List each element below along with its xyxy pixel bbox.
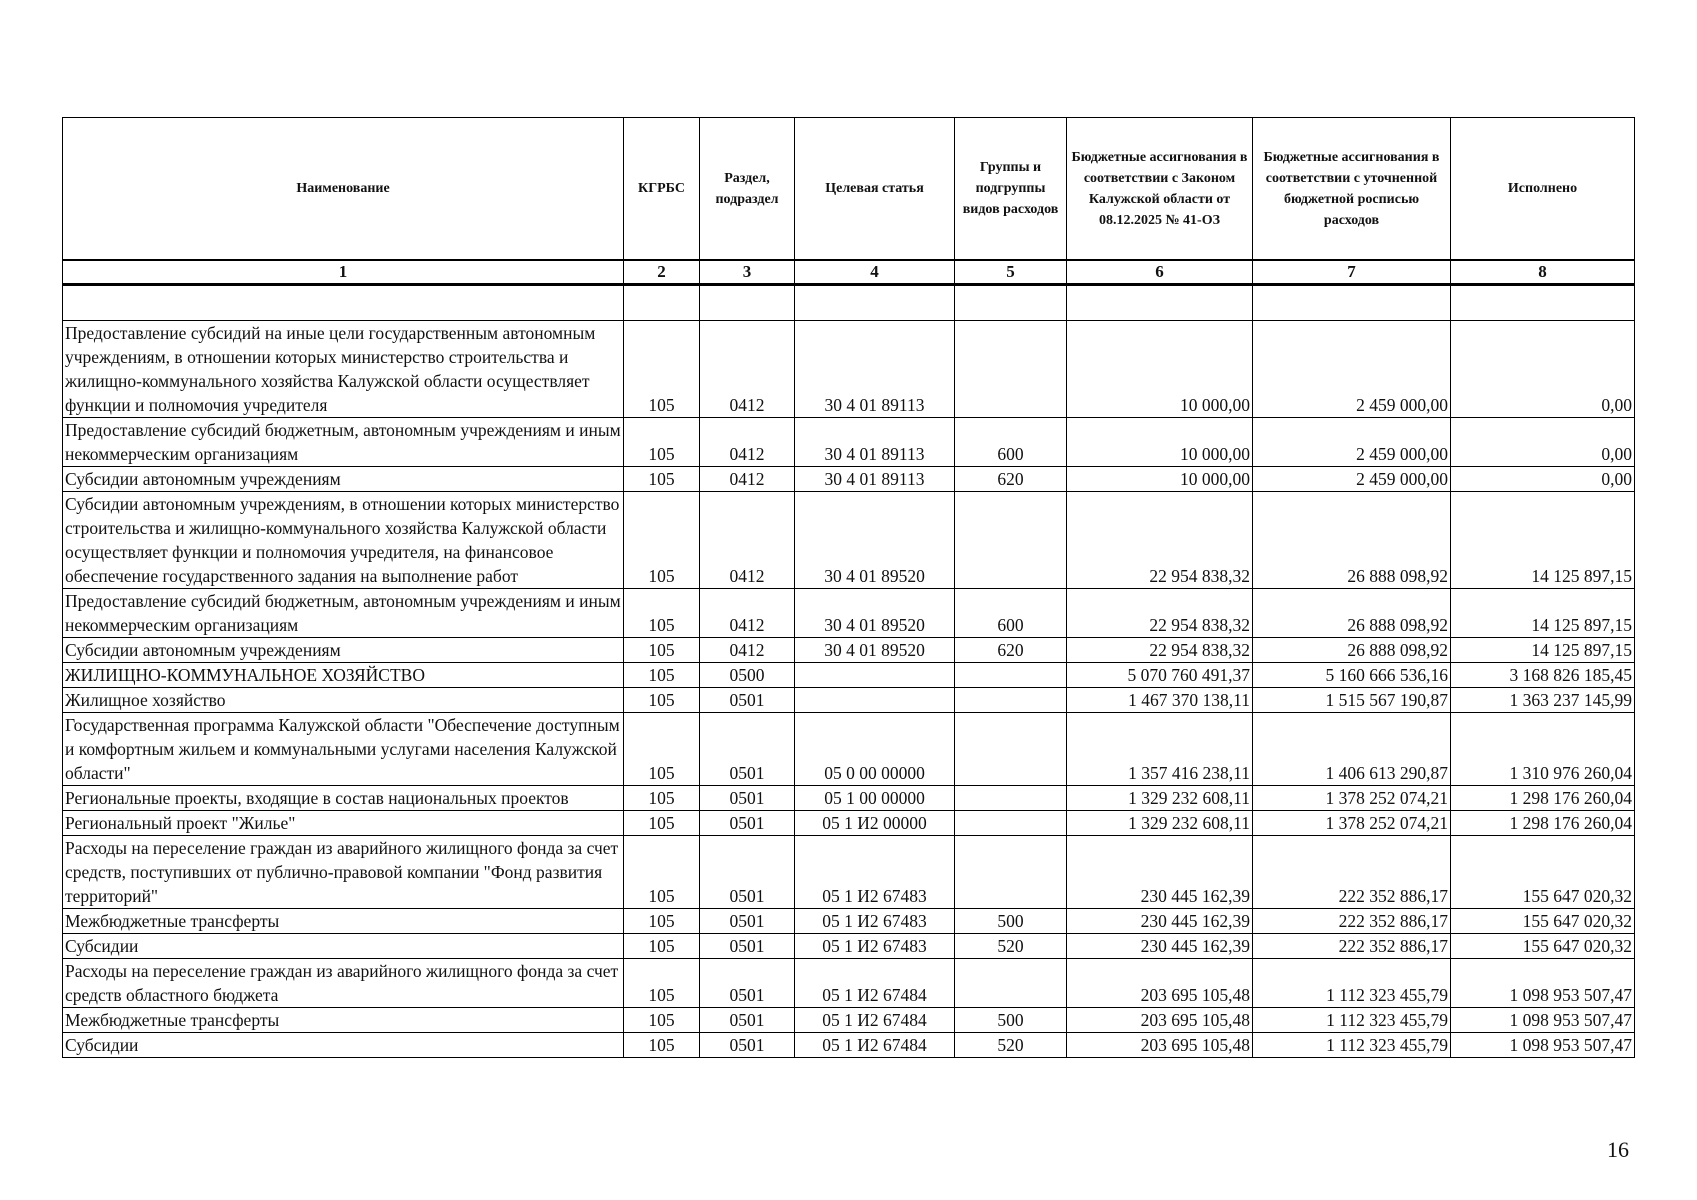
row-refined-amount: 2 459 000,00 — [1253, 418, 1451, 467]
row-target: 05 1 И2 67483 — [795, 909, 955, 934]
row-name: Государственная программа Калужской области "Обеспечение доступным и комфортным жильем и коммунальными услугами населения Калужской области" — [63, 713, 624, 786]
col-number: 1 — [63, 260, 624, 285]
row-name: Предоставление субсидий бюджетным, автономным учреждениям и иным некоммерческим организациям — [63, 418, 624, 467]
row-refined-amount: 222 352 886,17 — [1253, 934, 1451, 959]
row-group: 620 — [955, 467, 1067, 492]
row-section: 0501 — [700, 786, 795, 811]
row-kgrbs: 105 — [624, 934, 700, 959]
row-section: 0501 — [700, 959, 795, 1008]
row-law-amount: 203 695 105,48 — [1067, 1033, 1253, 1058]
table-row — [63, 786, 1635, 811]
row-executed-amount: 1 310 976 260,04 — [1451, 713, 1635, 786]
row-law-amount: 22 954 838,32 — [1067, 589, 1253, 638]
row-executed-amount: 0,00 — [1451, 418, 1635, 467]
col-number: 8 — [1451, 260, 1635, 285]
row-kgrbs: 105 — [624, 1033, 700, 1058]
row-refined-amount: 5 160 666 536,16 — [1253, 663, 1451, 688]
row-section: 0412 — [700, 467, 795, 492]
row-law-amount: 22 954 838,32 — [1067, 638, 1253, 663]
row-name: Субсидии — [63, 1033, 624, 1058]
row-name: Субсидии — [63, 934, 624, 959]
table-row — [63, 811, 1635, 836]
row-target — [795, 688, 955, 713]
row-section: 0412 — [700, 321, 795, 418]
row-target: 05 1 И2 00000 — [795, 811, 955, 836]
row-executed-amount: 1 098 953 507,47 — [1451, 959, 1635, 1008]
row-section: 0412 — [700, 418, 795, 467]
header-kgrbs: КГРБС — [624, 118, 700, 261]
row-kgrbs: 105 — [624, 492, 700, 589]
col-number: 4 — [795, 260, 955, 285]
header-name: Наименование — [63, 118, 624, 261]
row-name: Субсидии автономным учреждениям — [63, 467, 624, 492]
table-row — [63, 589, 1635, 638]
table-row — [63, 663, 1635, 688]
row-law-amount: 5 070 760 491,37 — [1067, 663, 1253, 688]
row-executed-amount: 1 098 953 507,47 — [1451, 1033, 1635, 1058]
row-name: Межбюджетные трансферты — [63, 1008, 624, 1033]
row-executed-amount: 155 647 020,32 — [1451, 909, 1635, 934]
row-law-amount: 1 329 232 608,11 — [1067, 786, 1253, 811]
row-target: 05 1 И2 67484 — [795, 1033, 955, 1058]
row-refined-amount: 1 112 323 455,79 — [1253, 959, 1451, 1008]
row-executed-amount: 155 647 020,32 — [1451, 934, 1635, 959]
column-number-row — [63, 260, 1635, 285]
row-section: 0501 — [700, 934, 795, 959]
row-executed-amount: 0,00 — [1451, 467, 1635, 492]
row-name: Жилищное хозяйство — [63, 688, 624, 713]
table-row — [63, 467, 1635, 492]
row-kgrbs: 105 — [624, 836, 700, 909]
row-refined-amount: 1 406 613 290,87 — [1253, 713, 1451, 786]
table-row — [63, 321, 1635, 418]
row-refined-amount: 1 112 323 455,79 — [1253, 1033, 1451, 1058]
header-groups: Группы и подгруппы видов расходов — [955, 118, 1067, 261]
row-group — [955, 713, 1067, 786]
row-name: Расходы на переселение граждан из аварийного жилищного фонда за счет средств областного бюджета — [63, 959, 624, 1008]
row-target: 30 4 01 89520 — [795, 589, 955, 638]
row-executed-amount: 0,00 — [1451, 321, 1635, 418]
row-section: 0501 — [700, 1033, 795, 1058]
table-row — [63, 638, 1635, 663]
row-kgrbs: 105 — [624, 959, 700, 1008]
row-refined-amount: 26 888 098,92 — [1253, 589, 1451, 638]
row-law-amount: 1 357 416 238,11 — [1067, 713, 1253, 786]
table-row — [63, 418, 1635, 467]
row-name: Субсидии автономным учреждениям — [63, 638, 624, 663]
row-name: ЖИЛИЩНО-КОММУНАЛЬНОЕ ХОЗЯЙСТВО — [63, 663, 624, 688]
table-header-row — [63, 118, 1635, 261]
row-name: Предоставление субсидий на иные цели государственным автономным учреждениям, в отношении которых министерство строительства и жилищно-коммунального хозяйства Калужской области осуществляет функции и полномочия учредителя — [63, 321, 624, 418]
row-law-amount: 1 467 370 138,11 — [1067, 688, 1253, 713]
header-section: Раздел, подраздел — [700, 118, 795, 261]
row-executed-amount: 1 298 176 260,04 — [1451, 786, 1635, 811]
row-executed-amount: 155 647 020,32 — [1451, 836, 1635, 909]
row-law-amount: 1 329 232 608,11 — [1067, 811, 1253, 836]
row-name: Региональный проект "Жилье" — [63, 811, 624, 836]
table-row — [63, 492, 1635, 589]
col-number: 7 — [1253, 260, 1451, 285]
row-kgrbs: 105 — [624, 786, 700, 811]
row-kgrbs: 105 — [624, 811, 700, 836]
row-kgrbs: 105 — [624, 1008, 700, 1033]
row-target: 05 1 00 00000 — [795, 786, 955, 811]
row-refined-amount: 26 888 098,92 — [1253, 492, 1451, 589]
row-law-amount: 230 445 162,39 — [1067, 836, 1253, 909]
row-executed-amount: 1 098 953 507,47 — [1451, 1008, 1635, 1033]
col-number: 2 — [624, 260, 700, 285]
row-section: 0501 — [700, 836, 795, 909]
row-group — [955, 492, 1067, 589]
row-group — [955, 959, 1067, 1008]
row-section: 0412 — [700, 638, 795, 663]
row-group — [955, 836, 1067, 909]
row-section: 0501 — [700, 713, 795, 786]
row-section: 0412 — [700, 492, 795, 589]
row-law-amount: 22 954 838,32 — [1067, 492, 1253, 589]
header-refined: Бюджетные ассигнования в соответствии с уточненной бюджетной росписью расходов — [1253, 118, 1451, 261]
row-kgrbs: 105 — [624, 418, 700, 467]
page-number: 16 — [1607, 1137, 1629, 1162]
row-target: 30 4 01 89113 — [795, 467, 955, 492]
row-kgrbs: 105 — [624, 638, 700, 663]
row-kgrbs: 105 — [624, 321, 700, 418]
row-kgrbs: 105 — [624, 909, 700, 934]
row-section: 0412 — [700, 589, 795, 638]
row-section: 0501 — [700, 688, 795, 713]
row-law-amount: 203 695 105,48 — [1067, 959, 1253, 1008]
spacer-row — [63, 285, 1635, 321]
row-target: 30 4 01 89113 — [795, 321, 955, 418]
row-section: 0501 — [700, 909, 795, 934]
row-section: 0501 — [700, 1008, 795, 1033]
table-row — [63, 836, 1635, 909]
row-group: 500 — [955, 909, 1067, 934]
table-row — [63, 688, 1635, 713]
row-name: Региональные проекты, входящие в состав национальных проектов — [63, 786, 624, 811]
row-refined-amount: 222 352 886,17 — [1253, 909, 1451, 934]
row-name: Межбюджетные трансферты — [63, 909, 624, 934]
row-law-amount: 230 445 162,39 — [1067, 909, 1253, 934]
row-group — [955, 688, 1067, 713]
row-name: Расходы на переселение граждан из аварийного жилищного фонда за счет средств, поступивших от публично-правовой компании "Фонд развития территорий" — [63, 836, 624, 909]
row-group: 600 — [955, 418, 1067, 467]
row-kgrbs: 105 — [624, 713, 700, 786]
row-refined-amount: 26 888 098,92 — [1253, 638, 1451, 663]
table-row — [63, 909, 1635, 934]
row-executed-amount: 14 125 897,15 — [1451, 492, 1635, 589]
row-group: 620 — [955, 638, 1067, 663]
row-name: Субсидии автономным учреждениям, в отношении которых министерство строительства и жилищно-коммунального хозяйства Калужской области осуществляет функции и полномочия учредителя, на финансовое обеспечение государственного задания на выполнение работ — [63, 492, 624, 589]
row-group — [955, 321, 1067, 418]
row-target: 05 0 00 00000 — [795, 713, 955, 786]
row-target: 05 1 И2 67484 — [795, 959, 955, 1008]
row-group: 500 — [955, 1008, 1067, 1033]
row-target: 05 1 И2 67483 — [795, 836, 955, 909]
row-target: 05 1 И2 67483 — [795, 934, 955, 959]
row-refined-amount: 1 378 252 074,21 — [1253, 811, 1451, 836]
row-refined-amount: 2 459 000,00 — [1253, 467, 1451, 492]
row-law-amount: 10 000,00 — [1067, 418, 1253, 467]
table-row — [63, 1008, 1635, 1033]
header-law: Бюджетные ассигнования в соответствии с Законом Калужской области от 08.12.2025 № 41-ОЗ — [1067, 118, 1253, 261]
row-group — [955, 663, 1067, 688]
table-row — [63, 934, 1635, 959]
header-executed: Исполнено — [1451, 118, 1635, 261]
row-law-amount: 230 445 162,39 — [1067, 934, 1253, 959]
row-kgrbs: 105 — [624, 467, 700, 492]
row-target — [795, 663, 955, 688]
row-law-amount: 10 000,00 — [1067, 321, 1253, 418]
row-group: 600 — [955, 589, 1067, 638]
row-refined-amount: 1 112 323 455,79 — [1253, 1008, 1451, 1033]
row-executed-amount: 14 125 897,15 — [1451, 589, 1635, 638]
row-refined-amount: 1 378 252 074,21 — [1253, 786, 1451, 811]
row-executed-amount: 1 363 237 145,99 — [1451, 688, 1635, 713]
row-executed-amount: 14 125 897,15 — [1451, 638, 1635, 663]
row-executed-amount: 3 168 826 185,45 — [1451, 663, 1635, 688]
row-law-amount: 203 695 105,48 — [1067, 1008, 1253, 1033]
row-group: 520 — [955, 934, 1067, 959]
row-law-amount: 10 000,00 — [1067, 467, 1253, 492]
col-number: 3 — [700, 260, 795, 285]
row-kgrbs: 105 — [624, 663, 700, 688]
row-kgrbs: 105 — [624, 688, 700, 713]
row-target: 30 4 01 89520 — [795, 492, 955, 589]
row-refined-amount: 222 352 886,17 — [1253, 836, 1451, 909]
row-section: 0500 — [700, 663, 795, 688]
row-group: 520 — [955, 1033, 1067, 1058]
row-group — [955, 786, 1067, 811]
table-row — [63, 713, 1635, 786]
row-refined-amount: 1 515 567 190,87 — [1253, 688, 1451, 713]
col-number: 6 — [1067, 260, 1253, 285]
row-target: 30 4 01 89520 — [795, 638, 955, 663]
row-refined-amount: 2 459 000,00 — [1253, 321, 1451, 418]
row-target: 05 1 И2 67484 — [795, 1008, 955, 1033]
row-kgrbs: 105 — [624, 589, 700, 638]
col-number: 5 — [955, 260, 1067, 285]
row-target: 30 4 01 89113 — [795, 418, 955, 467]
row-executed-amount: 1 298 176 260,04 — [1451, 811, 1635, 836]
row-name: Предоставление субсидий бюджетным, автономным учреждениям и иным некоммерческим организациям — [63, 589, 624, 638]
row-section: 0501 — [700, 811, 795, 836]
table-row — [63, 959, 1635, 1008]
table-row — [63, 1033, 1635, 1058]
header-target: Целевая статья — [795, 118, 955, 261]
budget-table — [62, 117, 1635, 1058]
row-group — [955, 811, 1067, 836]
